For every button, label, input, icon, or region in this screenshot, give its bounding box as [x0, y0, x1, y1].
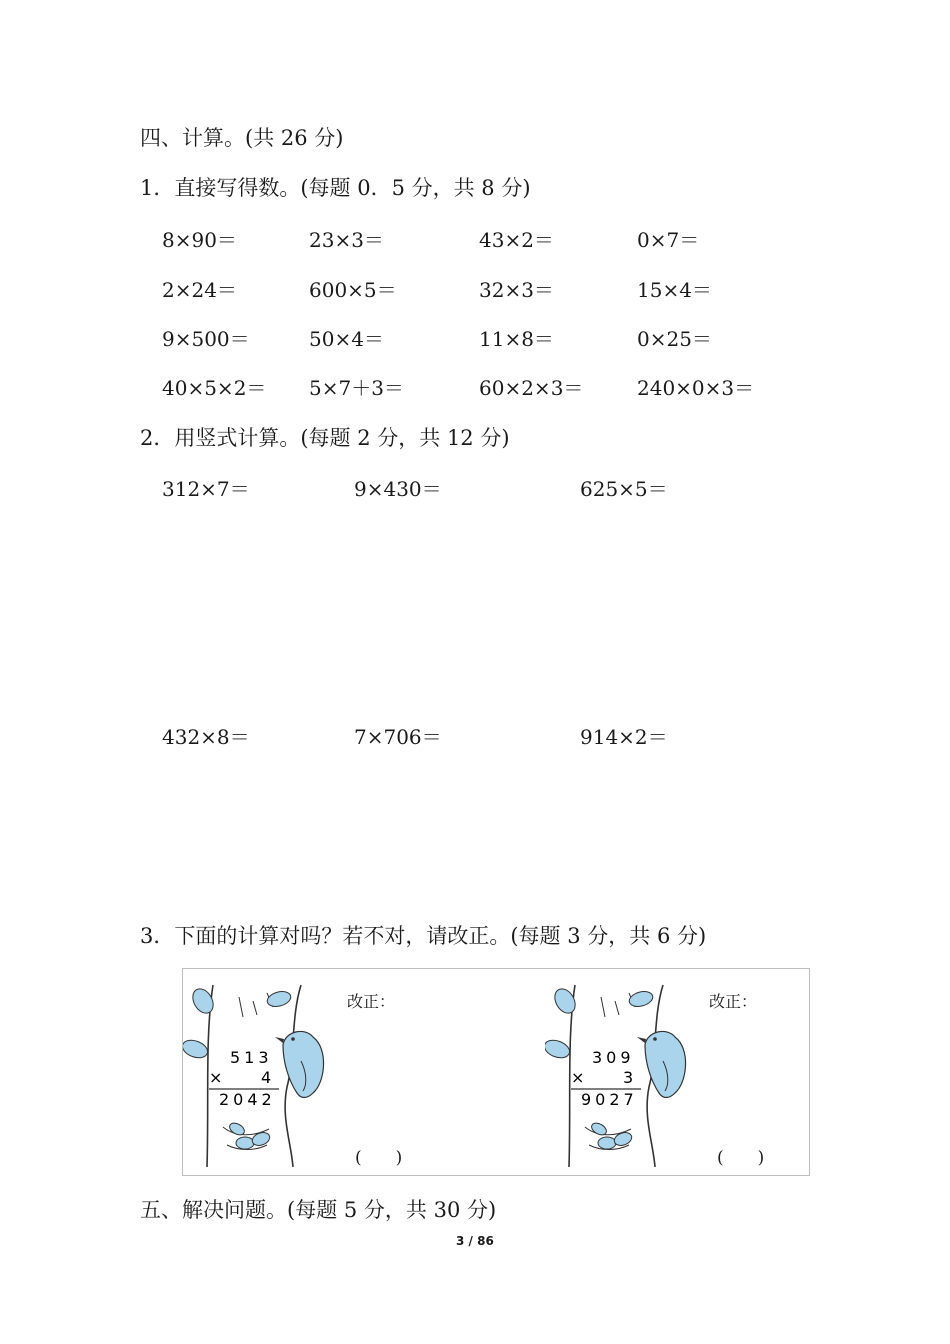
vertical-calc-item: 7×706＝: [354, 725, 442, 749]
multiplicand: 513: [230, 1048, 273, 1067]
product: 9027: [581, 1090, 638, 1109]
oral-calc-item: 11×8＝: [479, 327, 554, 351]
multiplier: 3: [623, 1068, 634, 1087]
fix-label: 改正：: [347, 992, 396, 1011]
vertical-calc-item: 9×430＝: [354, 477, 442, 501]
oral-calc-item: 43×2＝: [479, 228, 554, 252]
oral-calc-item: 2×24＝: [162, 278, 237, 302]
page-number: 3 / 86: [456, 1234, 494, 1248]
oral-calc-item: 50×4＝: [309, 327, 384, 351]
multiply-sign: ×: [209, 1068, 223, 1087]
vertical-calc-item: 432×8＝: [162, 725, 250, 749]
oral-calc-item: 40×5×2＝: [162, 376, 267, 400]
oral-calc-item: 23×3＝: [309, 228, 384, 252]
oral-calc-item: 8×90＝: [162, 228, 237, 252]
error-check-box: [182, 968, 810, 1176]
vertical-calc-item: 625×5＝: [580, 477, 668, 501]
section-5-title: 五、解决问题。(每题 5 分，共 30 分): [140, 1198, 497, 1222]
tree-bird-illustration: [183, 977, 343, 1173]
tree-bird-illustration: [545, 977, 705, 1173]
vertical-calc-item: 312×7＝: [162, 477, 250, 501]
section-4-title: 四、计算。(共 26 分): [140, 126, 344, 150]
fix-label: 改正：: [709, 992, 758, 1011]
part-3-title: 3．下面的计算对吗？若不对，请改正。(每题 3 分，共 6 分): [140, 924, 707, 948]
part-1-title: 1．直接写得数。(每题 0．5 分，共 8 分): [140, 176, 531, 200]
oral-calc-item: 240×0×3＝: [637, 376, 755, 400]
oral-calc-item: 0×25＝: [637, 327, 712, 351]
oral-calc-item: 15×4＝: [637, 278, 712, 302]
oral-calc-item: 60×2×3＝: [479, 376, 584, 400]
multiplicand: 309: [592, 1048, 635, 1067]
multiplier: 4: [261, 1068, 272, 1087]
multiply-sign: ×: [571, 1068, 585, 1087]
oral-calc-item: 9×500＝: [162, 327, 250, 351]
vertical-calc-item: 914×2＝: [580, 725, 668, 749]
product: 2042: [219, 1090, 276, 1109]
judgement-answer[interactable]: ( ): [355, 1148, 403, 1168]
oral-calc-item: 600×5＝: [309, 278, 397, 302]
oral-calc-item: 5×7＋3＝: [309, 376, 404, 400]
judgement-answer[interactable]: ( ): [717, 1148, 765, 1168]
oral-calc-item: 32×3＝: [479, 278, 554, 302]
oral-calc-item: 0×7＝: [637, 228, 700, 252]
part-2-title: 2．用竖式计算。(每题 2 分，共 12 分): [140, 426, 510, 450]
